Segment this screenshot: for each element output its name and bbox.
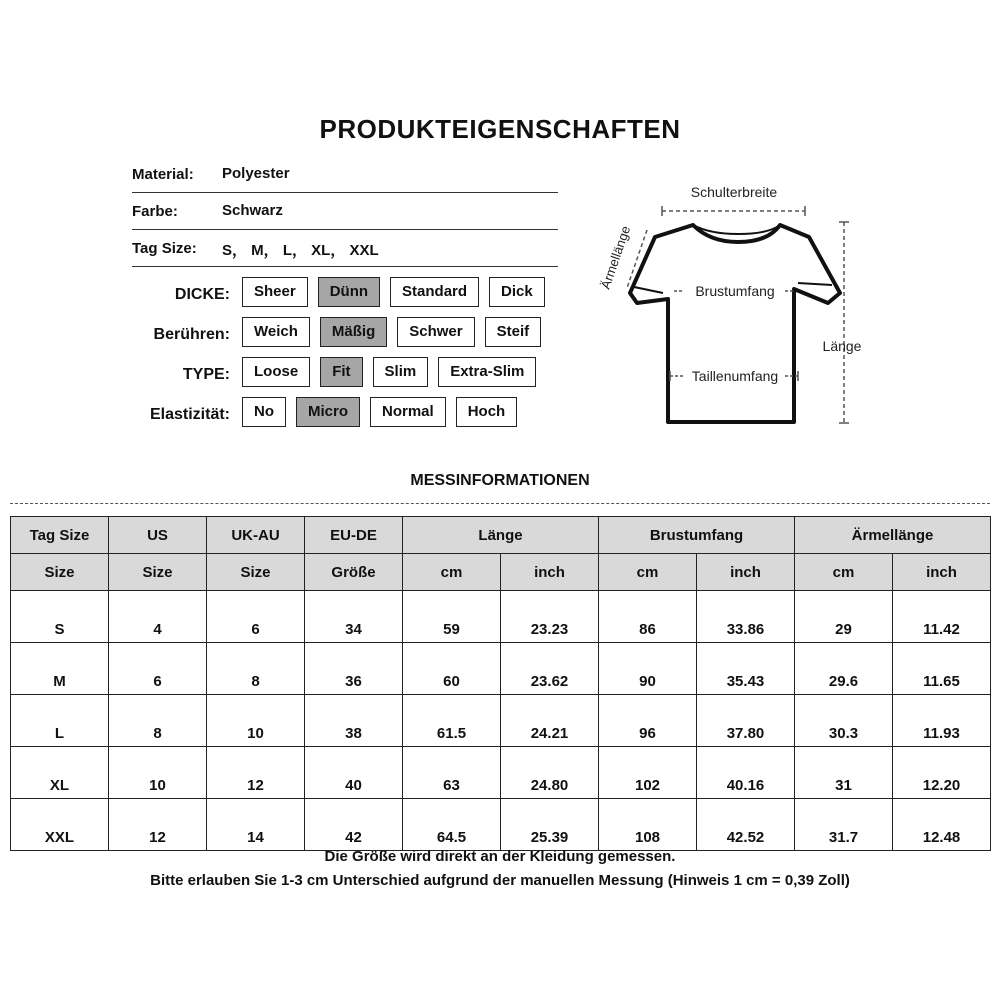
table-cell: 35.43	[697, 643, 795, 695]
thickness-option-thin: Dünn	[318, 277, 380, 307]
table-cell: 30.3	[795, 695, 893, 747]
divider	[132, 266, 558, 267]
shoulder-measure-arrow-icon	[662, 206, 805, 216]
header-eu-de: EU-DE	[305, 517, 403, 554]
subheader-cell: Size	[207, 554, 305, 591]
length-measure-arrow-icon	[839, 222, 849, 423]
table-cell: 59	[403, 591, 501, 643]
table-cell: 11.42	[893, 591, 991, 643]
divider	[132, 192, 558, 193]
table-cell: 10	[109, 747, 207, 799]
table-cell: 63	[403, 747, 501, 799]
table-cell: 8	[109, 695, 207, 747]
elasticity-option-normal: Normal	[370, 397, 446, 427]
table-cell: 11.65	[893, 643, 991, 695]
header-us: US	[109, 517, 207, 554]
touch-options	[242, 317, 541, 347]
table-row	[11, 591, 991, 643]
subheader-cell: cm	[599, 554, 697, 591]
elasticity-options	[242, 397, 517, 427]
table-cell: 25.39	[501, 799, 599, 851]
table-cell: 6	[207, 591, 305, 643]
type-option-extra-slim: Extra-Slim	[438, 357, 536, 387]
table-cell: 12.48	[893, 799, 991, 851]
subheader-cell: Size	[109, 554, 207, 591]
header-tag-size: Tag Size	[11, 517, 109, 554]
thickness-option-sheer: Sheer	[242, 277, 308, 307]
table-row	[11, 799, 991, 851]
table-cell: 8	[207, 643, 305, 695]
shoulder-label: Schulterbreite	[690, 184, 778, 200]
table-cell: 40.16	[697, 747, 795, 799]
table-cell: 23.23	[501, 591, 599, 643]
table-cell: 4	[109, 591, 207, 643]
table-row	[11, 643, 991, 695]
tolerance-note: Bitte erlauben Sie 1-3 cm Unterschied aufgrund der manuellen Messung (Hinweis 1 cm = 0,39 Zoll)	[150, 872, 850, 889]
touch-option-stiff: Steif	[485, 317, 542, 347]
table-cell: S	[11, 591, 109, 643]
table-cell: 29.6	[795, 643, 893, 695]
table-cell: 34	[305, 591, 403, 643]
table-cell: 10	[207, 695, 305, 747]
table-cell: 96	[599, 695, 697, 747]
table-row	[11, 747, 991, 799]
material-label: Material:	[132, 166, 194, 183]
table-cell: 11.93	[893, 695, 991, 747]
table-cell: 31.7	[795, 799, 893, 851]
table-cell: 12	[109, 799, 207, 851]
table-cell: 29	[795, 591, 893, 643]
type-option-slim: Slim	[373, 357, 429, 387]
tag-size-label: Tag Size:	[132, 240, 197, 257]
table-cell: 33.86	[697, 591, 795, 643]
chest-label: Brustumfang	[695, 283, 775, 299]
material-value: Polyester	[222, 165, 290, 182]
header-sleeve: Ärmellänge	[795, 517, 991, 554]
header-uk-au: UK-AU	[207, 517, 305, 554]
tshirt-outline-icon	[630, 225, 840, 422]
thickness-label: DICKE:	[174, 286, 230, 303]
table-cell: 42.52	[697, 799, 795, 851]
subheader-cell: inch	[893, 554, 991, 591]
table-cell: 42	[305, 799, 403, 851]
table-row	[11, 695, 991, 747]
sleeve-label: Ärmellänge	[597, 223, 634, 291]
dashed-divider	[10, 503, 990, 504]
table-cell: 61.5	[403, 695, 501, 747]
table-cell: 14	[207, 799, 305, 851]
elasticity-option-micro: Micro	[296, 397, 360, 427]
waist-label: Taillenumfang	[691, 368, 779, 384]
table-cell: 102	[599, 747, 697, 799]
thickness-option-standard: Standard	[390, 277, 479, 307]
color-label: Farbe:	[132, 203, 178, 220]
touch-label: Berühren:	[153, 326, 230, 343]
table-cell: 108	[599, 799, 697, 851]
divider	[132, 229, 558, 230]
type-option-fit: Fit	[320, 357, 362, 387]
thickness-options	[242, 277, 545, 307]
table-cell: 60	[403, 643, 501, 695]
subheader-cell: cm	[795, 554, 893, 591]
subheader-cell: Größe	[305, 554, 403, 591]
table-cell: 90	[599, 643, 697, 695]
table-cell: 36	[305, 643, 403, 695]
table-header-row	[11, 517, 991, 554]
table-cell: 31	[795, 747, 893, 799]
elasticity-option-no: No	[242, 397, 286, 427]
size-table	[10, 516, 991, 851]
touch-option-soft: Weich	[242, 317, 310, 347]
table-cell: 86	[599, 591, 697, 643]
table-cell: 64.5	[403, 799, 501, 851]
subheader-cell: Size	[11, 554, 109, 591]
header-chest: Brustumfang	[599, 517, 795, 554]
type-label: TYPE:	[182, 366, 230, 383]
table-cell: M	[11, 643, 109, 695]
tshirt-diagram	[580, 170, 880, 440]
tag-size-value: S， M， L， XL， XXL	[222, 242, 379, 259]
table-cell: 37.80	[697, 695, 795, 747]
page-title: PRODUKTEIGENSCHAFTEN	[319, 114, 681, 144]
table-cell: XL	[11, 747, 109, 799]
subheader-cell: inch	[501, 554, 599, 591]
header-length: Länge	[403, 517, 599, 554]
table-cell: 40	[305, 747, 403, 799]
subheader-cell: cm	[403, 554, 501, 591]
touch-option-heavy: Schwer	[397, 317, 474, 347]
table-cell: 23.62	[501, 643, 599, 695]
thickness-option-thick: Dick	[489, 277, 545, 307]
table-cell: 12	[207, 747, 305, 799]
type-option-loose: Loose	[242, 357, 310, 387]
elasticity-option-high: Hoch	[456, 397, 518, 427]
table-cell: 24.80	[501, 747, 599, 799]
type-options	[242, 357, 536, 387]
table-cell: 6	[109, 643, 207, 695]
subheader-cell: inch	[697, 554, 795, 591]
touch-option-moderate: Mäßig	[320, 317, 387, 347]
table-subheader-row	[11, 554, 991, 591]
measurement-note: Die Größe wird direkt an der Kleidung gemessen.	[324, 848, 676, 865]
section-title: MESSINFORMATIONEN	[410, 472, 590, 489]
table-cell: 38	[305, 695, 403, 747]
table-cell: 12.20	[893, 747, 991, 799]
elasticity-label: Elastizität:	[149, 406, 230, 423]
table-cell: L	[11, 695, 109, 747]
length-label: Länge	[822, 338, 862, 354]
table-cell: 24.21	[501, 695, 599, 747]
color-value: Schwarz	[222, 202, 283, 219]
table-cell: XXL	[11, 799, 109, 851]
